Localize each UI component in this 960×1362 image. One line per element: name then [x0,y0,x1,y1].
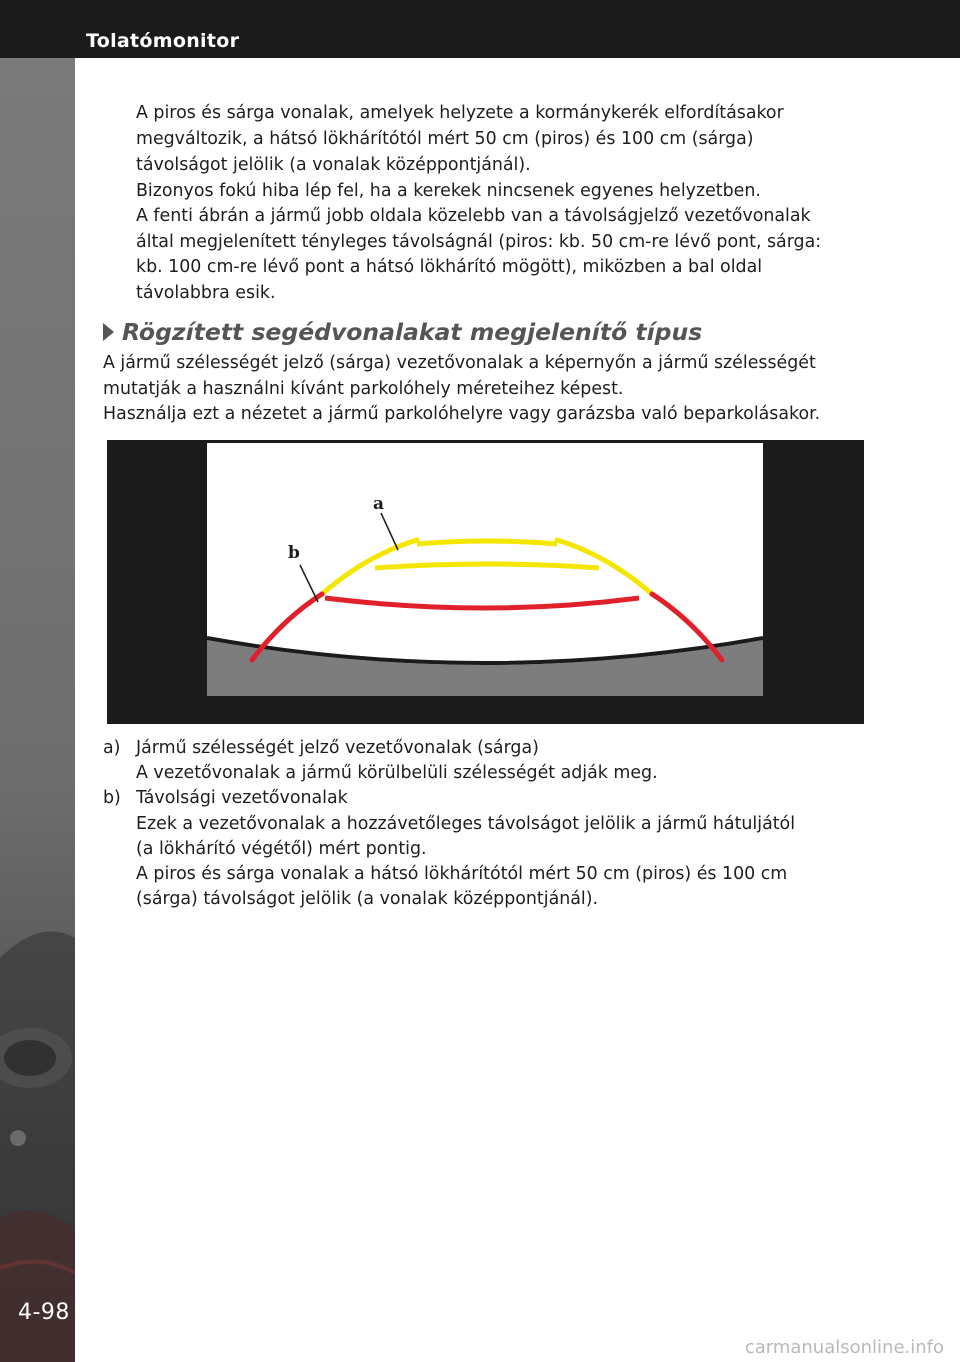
sidebar-photo-strip [0,58,75,1362]
legend-line: Távolsági vezetővonalak [136,788,348,808]
callout-a-label: a [373,494,385,514]
legend-line: Ezek a vezetővonalak a hozzávetőleges távolságot jelölik a jármű hátuljától [136,814,796,834]
section-line: mutatják a használni kívánt parkolóhely méreteihez képest. [103,379,624,399]
rear-camera-figure [107,440,864,724]
section-line: Használja ezt a nézetet a jármű parkolóhelyre vagy garázsba való beparkolásakor. [103,404,821,424]
callout-b-label: b [288,543,300,563]
section-heading [103,318,702,346]
section-line: A jármű szélességét jelző (sárga) vezetővonalak a képernyőn a jármű szélességét [103,353,816,373]
legend-line: A piros és sárga vonalak a hátsó lökhárítótól mért 50 cm (piros) és 100 cm [136,864,788,884]
legend-line: Jármű szélességét jelző vezetővonalak (sárga) [136,738,539,758]
intro-line: A piros és sárga vonalak, amelyek helyzete a kormánykerék elfordításakor [136,103,784,123]
intro-line: távolságot jelölik (a vonalak középpontjánál). [136,155,531,175]
intro-line: által megjelenített tényleges távolságnál (piros: kb. 50 cm-re lévő pont, sárga: [136,232,822,252]
header-bar [0,0,960,58]
legend-label-a: a) [103,738,121,758]
section-title: Rögzített segédvonalakat megjelenítő típus [122,318,703,346]
intro-line: kb. 100 cm-re lévő pont a hátsó lökhárító mögött), miközben a bal oldal [136,257,763,277]
rear-camera-diagram [107,440,864,724]
legend-line: (sárga) távolságot jelölik (a vonalak középpontjánál). [136,889,599,909]
section-marker-icon [103,323,114,341]
legend-label-b: b) [103,788,121,808]
intro-line: távolabbra esik. [136,283,276,303]
page-number: 4-98 [18,1300,70,1325]
car-interior-decoration [0,58,75,1362]
legend-line: A vezetővonalak a jármű körülbelüli szélességét adják meg. [136,763,658,783]
intro-line: megváltozik, a hátsó lökhárítótól mért 50 cm (piros) és 100 cm (sárga) [136,129,754,149]
intro-line: Bizonyos fokú hiba lép fel, ha a kerekek nincsenek egyenes helyzetben. [136,181,761,201]
watermark: carmanualsonline.info [744,1337,944,1358]
header-title: Tolatómonitor [86,30,240,52]
legend-line: (a lökhárító végétől) mért pontig. [136,839,427,859]
intro-line: A fenti ábrán a jármű jobb oldala közelebb van a távolságjelző vezetővonalak [136,206,811,226]
